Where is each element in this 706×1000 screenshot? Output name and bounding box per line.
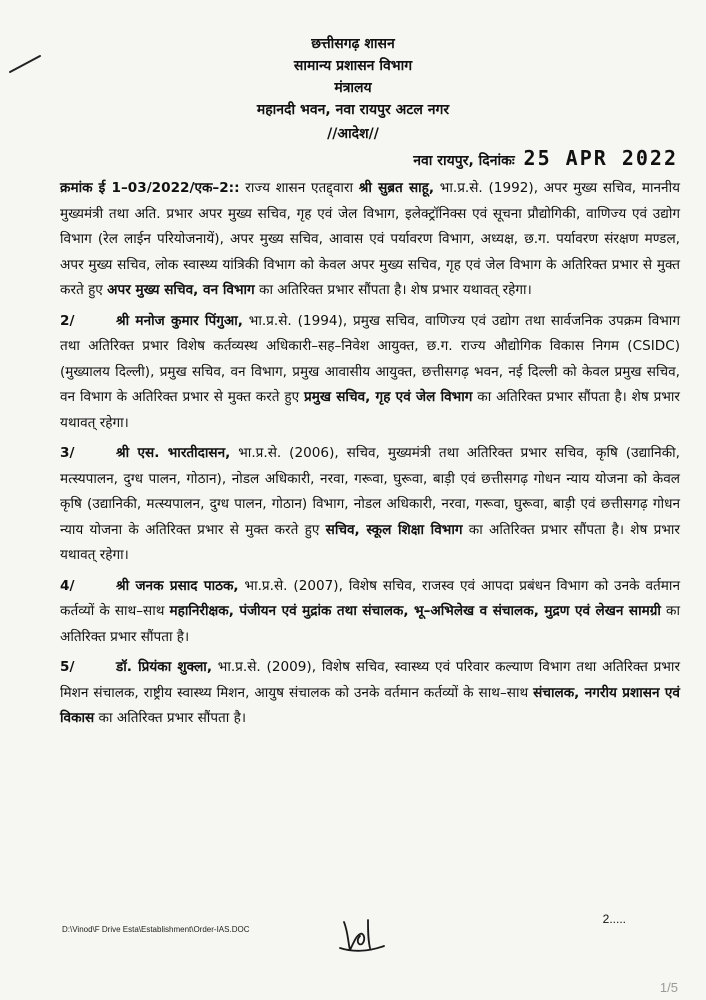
paragraph-text: का अतिरिक्त प्रभार सौंपता है। शेष प्रभार यथावत् रहेगा।	[254, 282, 532, 298]
paragraph-text: भा.प्र.से. (2006), सचिव, मुख्यमंत्री तथा अतिरिक्त प्रभार सचिव, कृषि (उद्यानिकी, मत्स्यपालन, दुग्ध पालन, गोठान), नोडल अधिकारी, नरवा, गरूवा, घुरूवा, बाड़ी एवं छत्तीसगढ़ गोधन न्याय योजना को केवल कृषि (उद्यानिकी, मत्स्यपालन, दुग्ध पालन, गोठान) विभाग, नोडल अधिकारी, नरवा, गरूवा, घुरूवा, बाड़ी एवं छत्तीसगढ़ गोधन न्याय योजना के अतिरिक्त प्रभार से मुक्त करते हुए	[60, 445, 680, 538]
department-title: सामान्य प्रशासन विभाग	[293, 58, 413, 74]
officer-name: श्री एस. भारतीदासन,	[116, 445, 231, 461]
paragraph-text: का अतिरिक्त प्रभार सौंपता है। शेष प्रभार यथावत् रहेगा।	[60, 521, 680, 563]
paragraph-2	[60, 309, 680, 437]
paragraph-text: का अतिरिक्त प्रभार सौंपता है।	[60, 603, 680, 645]
officer-name: श्री सुब्रत साहू,	[358, 180, 435, 196]
assigned-post: सचिव, स्कूल शिक्षा विभाग	[325, 521, 463, 538]
paragraph-text: भा.प्र.से. (2007), विशेष सचिव, राजस्व एवं आपदा प्रबंधन विभाग को उनके वर्तमान कर्तव्यों के साथ–साथ	[60, 577, 680, 619]
handwritten-initials-signature	[338, 912, 386, 956]
file-path: D:\Vinod\F Drive Esta\Establishment\Order-IAS.DOC	[62, 925, 250, 934]
assigned-post: अपर मुख्य सचिव, वन विभाग	[107, 282, 255, 298]
paragraph-5	[60, 655, 680, 732]
page-indicator: 1/5	[659, 980, 678, 995]
paragraph-text: का अतिरिक्त प्रभार सौंपता है।	[94, 710, 247, 726]
paragraph-number: 2/	[60, 312, 75, 329]
paragraph-1	[60, 176, 680, 304]
order-body	[60, 176, 680, 737]
officer-name: श्री मनोज कुमार पिंगुआ,	[116, 312, 243, 329]
paragraph-text: का अतिरिक्त प्रभार सौंपता है। शेष प्रभार यथावत् रहेगा।	[60, 389, 680, 431]
assigned-post: महानिरीक्षक, पंजीयन एवं मुद्रांक तथा संचालक, भू–अभिलेख व संचालक, मुद्रण एवं लेखन सामग्री	[169, 603, 661, 619]
secretariat-title: मंत्रालय	[334, 80, 372, 96]
paragraph-text: भा.प्र.से. (2009), विशेष सचिव, स्वास्थ्य एवं परिवार कल्याण विभाग तथा अतिरिक्त प्रभार मिशन संचालक, राष्ट्रीय स्वास्थ्य मिशन, आयुष संचालक को उनके वर्तमान कर्तव्यों के साथ–साथ	[60, 659, 681, 701]
paragraph-text: भा.प्र.से. (1992), अपर मुख्य सचिव, माननीय मुख्यमंत्री तथा अति. प्रभार अपर मुख्य सचिव, गृह एवं जेल विभाग, इलेक्ट्रॉनिक्स एवं सूचना प्रौद्योगिकी, वाणिज्य एवं उद्योग विभाग (रेल लाईन परियोजनायें), अपर मुख्य सचिव, आवास एवं पर्यावरण विभाग, अध्यक्ष, छ.ग. पर्यावरण संरक्षण मण्डल, अपर मुख्य सचिव, लोक स्वास्थ्य यांत्रिकी विभाग को केवल अपर मुख्य सचिव, गृह एवं जेल विभाग के अतिरिक्त प्रभार से मुक्त करते हुए	[60, 180, 681, 298]
state-government-title: छत्तीसगढ़ शासन	[311, 36, 395, 52]
date-label: नवा रायपुर, दिनांकः	[413, 153, 515, 169]
continued-marker: 2.....	[602, 912, 626, 926]
officer-name: श्री जनक प्रसाद पाठक,	[116, 577, 239, 594]
paragraph-number: 3/	[60, 445, 75, 461]
order-reference: क्रमांक ई 1–03/2022/एक–2::	[60, 180, 240, 196]
order-heading: //आदेश//	[327, 126, 379, 142]
date-line	[413, 146, 678, 170]
paragraph-text: राज्य शासन एतद्द्वारा	[239, 180, 359, 196]
paragraph-4	[60, 574, 680, 651]
assigned-post: संचालक, नगरीय प्रशासन एवं विकास	[60, 684, 680, 726]
date-stamp: 25 APR 2022	[523, 146, 678, 170]
paragraph-number: 5/	[60, 659, 75, 675]
paragraph-number: 4/	[60, 577, 75, 594]
assigned-post: प्रमुख सचिव, गृह एवं जेल विभाग	[303, 389, 473, 405]
paragraph-3	[60, 441, 680, 569]
officer-name: डॉ. प्रियंका शुक्ला,	[116, 659, 212, 675]
address-line: महानदी भवन, नवा रायपुर अटल नगर	[256, 102, 450, 118]
paragraph-text: भा.प्र.से. (1994), प्रमुख सचिव, वाणिज्य एवं उद्योग तथा सार्वजनिक उपक्रम विभाग तथा अतिरिक्त प्रभार विशेष कर्तव्यस्थ अधिकारी–सह–निवेश आयुक्त, छ.ग. राज्य औद्योगिक विकास निगम (CSIDC) (मुख्यालय दिल्ली), प्रमुख सचिव, वन विभाग, प्रमुख आवासीय आयुक्त, छत्तीसगढ़ भवन, नई दिल्ली को केवल प्रमुख सचिव, वन विभाग के अतिरिक्त प्रभार से मुक्त करते हुए	[60, 312, 680, 405]
